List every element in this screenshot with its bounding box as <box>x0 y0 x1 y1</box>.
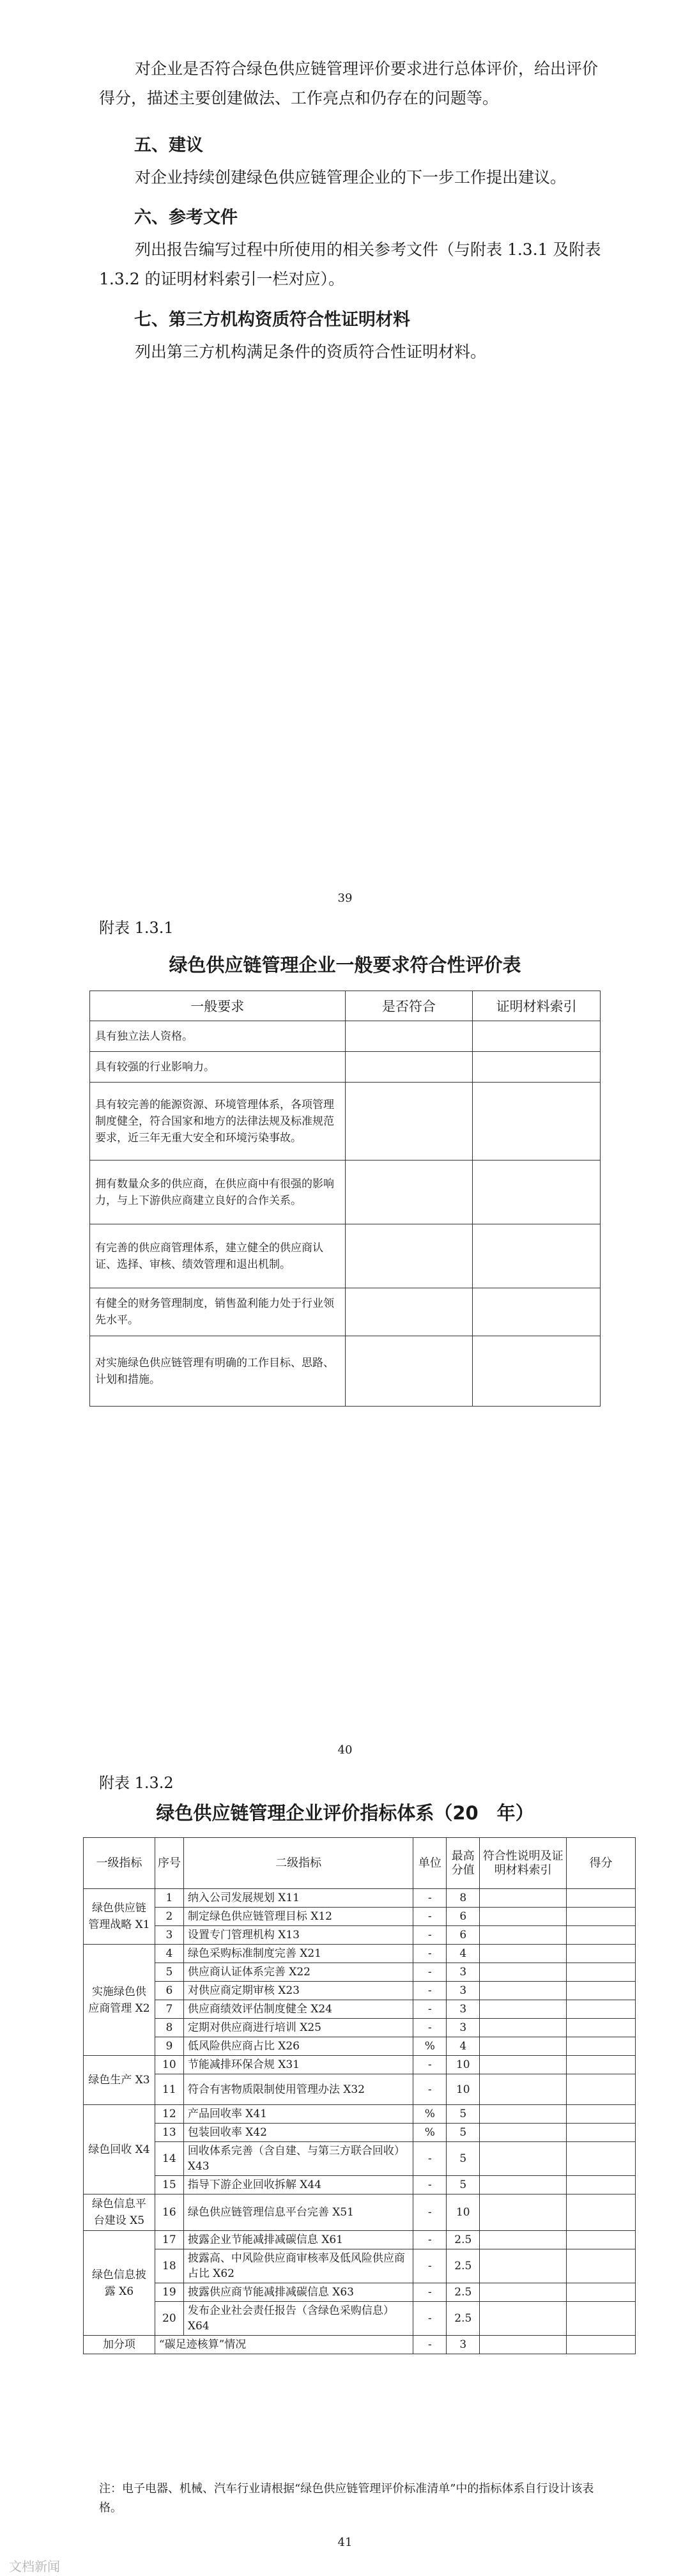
table-row <box>84 2176 636 2194</box>
score-cell <box>567 2056 636 2074</box>
table-row <box>84 2231 636 2249</box>
score-cell <box>567 1889 636 1908</box>
level1-indicator-cell: 绿色信息披露 X6 <box>84 2231 155 2336</box>
unit-cell: - <box>413 2074 447 2105</box>
level2-indicator-cell: 设置专门管理机构 X13 <box>183 1926 413 1945</box>
compliance-evidence-cell <box>480 2231 567 2249</box>
table-row <box>90 1021 601 1052</box>
score-cell <box>567 2231 636 2249</box>
table-row <box>84 1945 636 1963</box>
requirement-cell: 有健全的财务管理制度，销售盈利能力处于行业领先水平。 <box>90 1288 346 1336</box>
bonus-desc-cell: “碳足迹核算”情况 <box>155 2336 413 2354</box>
row-number-cell: 12 <box>155 2105 183 2124</box>
compliance-evidence-cell <box>480 2194 567 2231</box>
row-number-cell: 2 <box>155 1908 183 1926</box>
row-number-cell: 1 <box>155 1889 183 1908</box>
compliant-cell <box>345 1083 473 1161</box>
header-requirement: 一般要求 <box>90 991 346 1021</box>
unit-cell: - <box>413 2249 447 2283</box>
score-cell <box>567 2142 636 2176</box>
compliant-cell <box>345 1224 473 1288</box>
max-score-cell: 6 <box>447 1926 480 1945</box>
score-cell <box>567 2105 636 2124</box>
row-number-cell: 17 <box>155 2231 183 2249</box>
compliant-cell <box>345 1288 473 1336</box>
compliant-cell <box>345 1052 473 1083</box>
paragraph-suggestions: 对企业持续创建绿色供应链管理企业的下一步工作提出建议。 <box>135 168 567 187</box>
max-score-cell: 6 <box>447 1908 480 1926</box>
unit-cell: - <box>413 2283 447 2302</box>
table-row <box>84 2302 636 2336</box>
compliance-evidence-cell <box>480 2302 567 2336</box>
compliance-evidence-cell <box>480 2283 567 2302</box>
evidence-cell <box>473 1083 601 1161</box>
level2-indicator-cell: 回收体系完善（含自建、与第三方联合回收）X43 <box>183 2142 413 2176</box>
score-cell <box>567 2336 636 2354</box>
table-row <box>84 2194 636 2231</box>
table-row <box>84 2124 636 2142</box>
max-score-cell: 3 <box>447 1963 480 1982</box>
row-number-cell: 6 <box>155 1982 183 2000</box>
header-score: 得分 <box>567 1838 636 1889</box>
level2-indicator-cell: 定期对供应商进行培训 X25 <box>183 2019 413 2037</box>
table-row <box>84 2142 636 2176</box>
annex-label-1-3-2: 附表 1.3.2 <box>99 1774 174 1792</box>
unit-cell: - <box>413 2056 447 2074</box>
max-score-cell: 2.5 <box>447 2231 480 2249</box>
level2-indicator-cell: 披露企业节能减排减碳信息 X61 <box>183 2231 413 2249</box>
row-number-cell: 8 <box>155 2019 183 2037</box>
compliance-evidence-cell <box>480 1926 567 1945</box>
compliance-evidence-cell <box>480 2336 567 2354</box>
table-row <box>90 1052 601 1083</box>
max-score-cell: 3 <box>447 1982 480 2000</box>
max-score-cell: 5 <box>447 2105 480 2124</box>
max-score-cell: 2.5 <box>447 2283 480 2302</box>
level2-indicator-cell: 制定绿色供应链管理目标 X12 <box>183 1908 413 1926</box>
unit-cell: - <box>413 2336 447 2354</box>
unit-cell: - <box>413 2019 447 2037</box>
unit-cell: - <box>413 2142 447 2176</box>
heading-third-party: 七、第三方机构资质符合性证明材料 <box>134 310 410 330</box>
evaluation-index-table <box>83 1837 636 2354</box>
table-row <box>90 1083 601 1161</box>
level2-indicator-cell: 供应商绩效评估制度健全 X24 <box>183 2000 413 2019</box>
unit-cell: - <box>413 1945 447 1963</box>
header-max-score: 最高分值 <box>447 1838 480 1889</box>
level2-indicator-cell: 发布企业社会责任报告（含绿色采购信息）X64 <box>183 2302 413 2336</box>
header-compliant: 是否符合 <box>345 991 473 1021</box>
compliance-evidence-cell <box>480 2037 567 2056</box>
unit-cell: - <box>413 1963 447 1982</box>
requirement-cell: 对实施绿色供应链管理有明确的工作目标、思路、计划和措施。 <box>90 1336 346 1407</box>
row-number-cell: 11 <box>155 2074 183 2105</box>
max-score-cell: 10 <box>447 2056 480 2074</box>
compliance-evidence-cell <box>480 2019 567 2037</box>
compliance-evidence-cell <box>480 1945 567 1963</box>
table-row <box>84 2105 636 2124</box>
heading-suggestions: 五、建议 <box>134 135 203 155</box>
table-note: 注：电子电器、机械、汽车行业请根据“绿色供应链管理评价标准清单”中的指标体系自行设计该表格。 <box>99 2482 594 2515</box>
score-cell <box>567 2124 636 2142</box>
row-number-cell: 19 <box>155 2283 183 2302</box>
table-row <box>90 1224 601 1288</box>
compliance-evidence-cell <box>480 1889 567 1908</box>
level2-indicator-cell: 对供应商定期审核 X23 <box>183 1982 413 2000</box>
compliance-evidence-cell <box>480 2000 567 2019</box>
level1-indicator-cell: 绿色供应链管理战略 X1 <box>84 1889 155 1945</box>
page-number-40: 40 <box>337 1743 353 1757</box>
max-score-cell: 5 <box>447 2124 480 2142</box>
compliance-evidence-cell <box>480 1908 567 1926</box>
compliance-evidence-cell <box>480 2105 567 2124</box>
page-number-41: 41 <box>337 2536 353 2549</box>
row-number-cell: 20 <box>155 2302 183 2336</box>
watermark: 文档新闻 <box>9 2559 60 2574</box>
row-number-cell: 15 <box>155 2176 183 2194</box>
heading-references: 六、参考文件 <box>134 208 238 228</box>
table-title-general-requirements: 绿色供应链管理企业一般要求符合性评价表 <box>169 954 521 976</box>
table-row <box>90 1161 601 1224</box>
score-cell <box>567 1982 636 2000</box>
compliance-evidence-cell <box>480 2124 567 2142</box>
row-number-cell: 4 <box>155 1945 183 1963</box>
requirement-cell: 拥有数量众多的供应商，在供应商中有很强的影响力，与上下游供应商建立良好的合作关系。 <box>90 1161 346 1224</box>
unit-cell: - <box>413 2231 447 2249</box>
unit-cell: - <box>413 2302 447 2336</box>
max-score-cell: 8 <box>447 1889 480 1908</box>
max-score-cell: 5 <box>447 2142 480 2176</box>
unit-cell: - <box>413 2194 447 2231</box>
row-number-cell: 9 <box>155 2037 183 2056</box>
row-number-cell: 7 <box>155 2000 183 2019</box>
table-row <box>84 1982 636 2000</box>
header-unit: 单位 <box>413 1838 447 1889</box>
score-cell <box>567 1945 636 1963</box>
score-cell <box>567 1963 636 1982</box>
table-row <box>90 1336 601 1407</box>
level1-indicator-cell: 实施绿色供应商管理 X2 <box>84 1945 155 2056</box>
row-number-cell: 16 <box>155 2194 183 2231</box>
unit-cell: - <box>413 2176 447 2194</box>
max-score-cell: 5 <box>447 2176 480 2194</box>
compliant-cell <box>345 1161 473 1224</box>
score-cell <box>567 1926 636 1945</box>
compliance-evidence-cell <box>480 2176 567 2194</box>
max-score-cell: 10 <box>447 2074 480 2105</box>
table-row-bonus <box>84 2336 636 2354</box>
table-row <box>84 2283 636 2302</box>
level2-indicator-cell: 绿色采购标准制度完善 X21 <box>183 1945 413 1963</box>
table-row <box>84 2019 636 2037</box>
level2-indicator-cell: 披露供应商节能减排减碳信息 X63 <box>183 2283 413 2302</box>
level1-indicator-cell: 绿色信息平台建设 X5 <box>84 2194 155 2231</box>
table-row <box>84 2037 636 2056</box>
unit-cell: % <box>413 2105 447 2124</box>
table-row <box>84 1889 636 1908</box>
level2-indicator-cell: 绿色供应链管理信息平台完善 X51 <box>183 2194 413 2231</box>
compliance-evidence-cell <box>480 1963 567 1982</box>
level1-indicator-cell: 绿色生产 X3 <box>84 2056 155 2105</box>
level2-indicator-cell: 节能减排环保合规 X31 <box>183 2056 413 2074</box>
max-score-cell: 10 <box>447 2194 480 2231</box>
level2-indicator-cell: 包装回收率 X42 <box>183 2124 413 2142</box>
unit-cell: - <box>413 1908 447 1926</box>
requirement-cell: 具有较完善的能源资源、环境管理体系，各项管理制度健全，符合国家和地方的法律法规及标准规范要求，近三年无重大安全和环境污染事故。 <box>90 1083 346 1161</box>
score-cell <box>567 2194 636 2231</box>
page-number-39: 39 <box>337 891 353 905</box>
level2-indicator-cell: 纳入公司发展规划 X11 <box>183 1889 413 1908</box>
requirement-cell: 具有较强的行业影响力。 <box>90 1052 346 1083</box>
evidence-cell <box>473 1224 601 1288</box>
level2-indicator-cell: 低风险供应商占比 X26 <box>183 2037 413 2056</box>
unit-cell: % <box>413 2124 447 2142</box>
max-score-cell: 3 <box>447 2000 480 2019</box>
evidence-cell <box>473 1161 601 1224</box>
evidence-cell <box>473 1336 601 1407</box>
level2-indicator-cell: 产品回收率 X41 <box>183 2105 413 2124</box>
score-cell <box>567 2037 636 2056</box>
max-score-cell: 3 <box>447 2336 480 2354</box>
header-evidence-index: 证明材料索引 <box>473 991 601 1021</box>
unit-cell: % <box>413 2037 447 2056</box>
row-number-cell: 18 <box>155 2249 183 2283</box>
compliance-evidence-cell <box>480 2056 567 2074</box>
table-title-evaluation-index: 绿色供应链管理企业评价指标体系（20 年） <box>156 1802 534 1824</box>
header-level2: 二级指标 <box>183 1838 413 1889</box>
unit-cell: - <box>413 1982 447 2000</box>
requirement-cell: 具有独立法人资格。 <box>90 1021 346 1052</box>
paragraph-third-party: 列出第三方机构满足条件的资质符合性证明材料。 <box>135 343 487 361</box>
row-number-cell: 3 <box>155 1926 183 1945</box>
level1-indicator-cell: 绿色回收 X4 <box>84 2105 155 2194</box>
score-cell <box>567 2249 636 2283</box>
score-cell <box>567 2283 636 2302</box>
general-requirements-table <box>89 991 601 1407</box>
row-number-cell: 10 <box>155 2056 183 2074</box>
unit-cell: - <box>413 1926 447 1945</box>
table-row <box>84 2056 636 2074</box>
compliant-cell <box>345 1336 473 1407</box>
compliance-evidence-cell <box>480 2142 567 2176</box>
max-score-cell: 3 <box>447 2019 480 2037</box>
row-number-cell: 14 <box>155 2142 183 2176</box>
score-cell <box>567 2176 636 2194</box>
unit-cell: - <box>413 2000 447 2019</box>
paragraph-overall-evaluation: 对企业是否符合绿色供应链管理评价要求进行总体评价，给出评价得分，描述主要创建做法、工作亮点和仍存在的问题等。 <box>99 59 599 107</box>
annex-label-1-3-1: 附表 1.3.1 <box>99 919 174 937</box>
table-row <box>84 2074 636 2105</box>
max-score-cell: 2.5 <box>447 2249 480 2283</box>
header-no: 序号 <box>155 1838 183 1889</box>
table-row <box>84 1908 636 1926</box>
header-level1: 一级指标 <box>84 1838 155 1889</box>
level2-indicator-cell: 指导下游企业回收拆解 X44 <box>183 2176 413 2194</box>
evidence-cell <box>473 1288 601 1336</box>
bonus-label-cell: 加分项 <box>84 2336 155 2354</box>
score-cell <box>567 1908 636 1926</box>
evidence-cell <box>473 1052 601 1083</box>
unit-cell: - <box>413 1889 447 1908</box>
table-row <box>84 1963 636 1982</box>
row-number-cell: 5 <box>155 1963 183 1982</box>
paragraph-references: 列出报告编写过程中所使用的相关参考文件（与附表 1.3.1 及附表 1.3.2 的证明材料索引一栏对应）。 <box>99 240 601 288</box>
requirement-cell: 有完善的供应商管理体系，建立健全的供应商认证、选择、审核、绩效管理和退出机制。 <box>90 1224 346 1288</box>
compliance-evidence-cell <box>480 2249 567 2283</box>
table-row <box>84 2000 636 2019</box>
table-header-row <box>90 991 601 1021</box>
compliant-cell <box>345 1021 473 1052</box>
level2-indicator-cell: 供应商认证体系完善 X22 <box>183 1963 413 1982</box>
table-row <box>90 1288 601 1336</box>
evidence-cell <box>473 1021 601 1052</box>
max-score-cell: 4 <box>447 2037 480 2056</box>
level2-indicator-cell: 符合有害物质限制使用管理办法 X32 <box>183 2074 413 2105</box>
score-cell <box>567 2000 636 2019</box>
table-row <box>84 2249 636 2283</box>
header-compliance-evidence: 符合性说明及证明材料索引 <box>480 1838 567 1889</box>
score-cell <box>567 2302 636 2336</box>
table-row <box>84 1926 636 1945</box>
max-score-cell: 2.5 <box>447 2302 480 2336</box>
score-cell <box>567 2074 636 2105</box>
compliance-evidence-cell <box>480 2074 567 2105</box>
row-number-cell: 13 <box>155 2124 183 2142</box>
max-score-cell: 4 <box>447 1945 480 1963</box>
compliance-evidence-cell <box>480 1982 567 2000</box>
score-cell <box>567 2019 636 2037</box>
level2-indicator-cell: 披露高、中风险供应商审核率及低风险供应商占比 X62 <box>183 2249 413 2283</box>
table-header-row <box>84 1838 636 1889</box>
